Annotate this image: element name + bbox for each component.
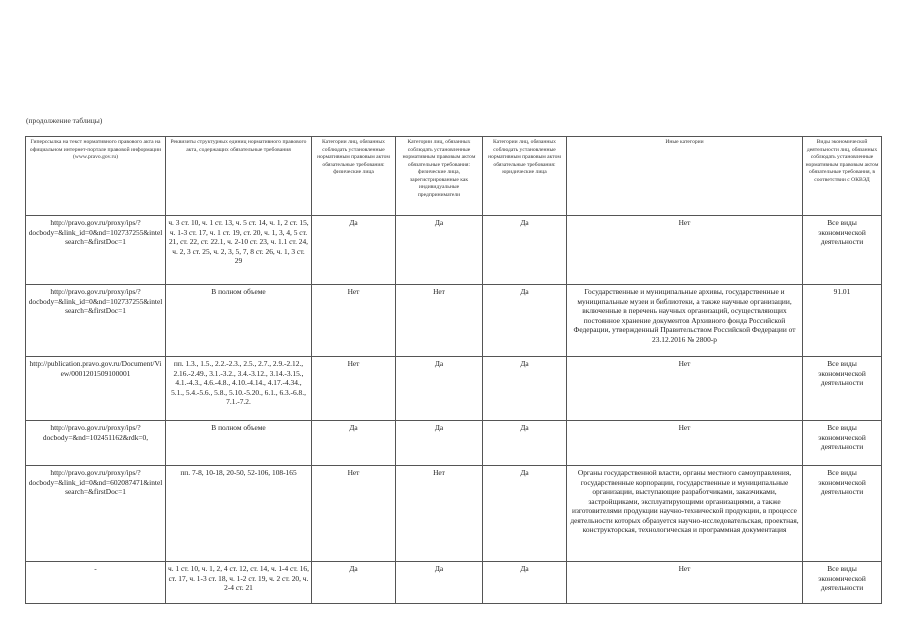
table-row: [26, 466, 882, 562]
link-cell[interactable]: http://pravo.gov.ru/proxy/ips/?docbody=&nd=102451162&rdk=0,: [26, 421, 166, 466]
phys-cell: Да: [312, 421, 396, 466]
other-cell: Нет: [567, 216, 803, 285]
ip-cell: Да: [396, 421, 483, 466]
column-header-phys: Категории лиц, обязанных соблюдать установленные нормативным правовым актом обязательные требования: физические лица: [312, 137, 396, 216]
column-header-okved: Виды экономической деятельности лиц, обязанных соблюдать установленные нормативным правовым актом обязательные требования, в соответствии с ОКВЭД: [803, 137, 882, 216]
table-row: [26, 216, 882, 285]
table-caption: (продолжение таблицы): [26, 116, 103, 125]
phys-cell: Да: [312, 562, 396, 604]
table-row: [26, 285, 882, 357]
link-cell[interactable]: http://publication.pravo.gov.ru/Document/View/0001201509100001: [26, 357, 166, 421]
phys-cell: Нет: [312, 466, 396, 562]
other-cell: Государственные и муниципальные архивы, государственные и муниципальные музеи и библиотеки, а также научные организации, включенные в перечень научных организаций, осуществляющих постоянное хранение документов Архивного фонда Российской Федерации, утвержденный Правительством Российской Федерации от 23.12.2016 № 2800-р: [567, 285, 803, 357]
table-row: [26, 421, 882, 466]
column-header-units: Реквизиты структурных единиц нормативного правового акта, содержащих обязательные требования: [166, 137, 312, 216]
phys-cell: Да: [312, 216, 396, 285]
okved-cell: 91.01: [803, 285, 882, 357]
okved-cell: Все виды экономической деятельности: [803, 216, 882, 285]
ip-cell: Нет: [396, 285, 483, 357]
link-cell[interactable]: http://pravo.gov.ru/proxy/ips/?docbody=&link_id=0&nd=102737255&intelsearch=&firstDoc=1: [26, 285, 166, 357]
requirements-table: [25, 136, 882, 604]
other-cell: Органы государственной власти, органы местного самоуправления, государственные корпорации, государственные и муниципальные организации, выступающие разработчиками, заказчиками, застройщиками, эксплуатирующими организациями, а также изготовителями продукции научно-технической продукции, в процессе деятельности которых образуется научно-исследовательская, проектная, конструкторская, технологическая и программная документация: [567, 466, 803, 562]
ip-cell: Нет: [396, 466, 483, 562]
column-header-legal: Категории лиц, обязанных соблюдать установленные нормативным правовым актом обязательные требования: юридические лица: [483, 137, 567, 216]
legal-cell: Да: [483, 421, 567, 466]
ip-cell: Да: [396, 216, 483, 285]
phys-cell: Нет: [312, 357, 396, 421]
okved-cell: Все виды экономической деятельности: [803, 421, 882, 466]
other-cell: Нет: [567, 421, 803, 466]
column-header-ip: Категории лиц, обязанных соблюдать установленные нормативным правовым актом обязательные требования: физические лица, зарегистрированные как индивидуальные предприниматели: [396, 137, 483, 216]
table-header-row: [26, 137, 882, 216]
ip-cell: Да: [396, 357, 483, 421]
legal-cell: Да: [483, 562, 567, 604]
table-row: [26, 357, 882, 421]
units-cell: пп. 7-8, 10-18, 20-50, 52-106, 108-165: [166, 466, 312, 562]
okved-cell: Все виды экономической деятельности: [803, 562, 882, 604]
units-cell: ч. 1 ст. 10, ч. 1, 2, 4 ст. 12, ст. 14, ч. 1-4 ст. 16, ст. 17, ч. 1-3 ст. 18, ч. 1-2 ст. 19, ч. 2 ст. 20, ч. 2-4 ст. 21: [166, 562, 312, 604]
link-cell[interactable]: http://pravo.gov.ru/proxy/ips/?docbody=&link_id=0&nd=102737255&intelsearch=&firstDoc=1: [26, 216, 166, 285]
okved-cell: Все виды экономической деятельности: [803, 357, 882, 421]
units-cell: ч. 3 ст. 10, ч. 1 ст. 13, ч. 5 ст. 14, ч. 1, 2 ст. 15, ч. 1-3 ст. 17, ч. 1 ст. 19, ст. 20, ч. 1, 3, 4, 5 ст. 21, ст. 22, ст. 22.1, ч. 2-10 ст. 23, ч. 1.1 ст. 24, ч. 2, 3 ст. 25, ч. 2, 3, 5, 7, 8 ст. 26, ч. 1, 3 ст. 29: [166, 216, 312, 285]
link-cell[interactable]: -: [26, 562, 166, 604]
okved-cell: Все виды экономической деятельности: [803, 466, 882, 562]
legal-cell: Да: [483, 216, 567, 285]
other-cell: Нет: [567, 357, 803, 421]
other-cell: Нет: [567, 562, 803, 604]
link-cell[interactable]: http://pravo.gov.ru/proxy/ips/?docbody=&link_id=0&nd=602087471&intelsearch=&firstDoc=1: [26, 466, 166, 562]
units-cell: пп. 1.3., 1.5., 2.2.-2.3., 2.5., 2.7., 2.9.-2.12., 2.16.-2.49., 3.1.-3.2., 3.4.-3.12., 3.14.-3.15., 4.1.-4.3., 4.6.-4.8., 4.10.-4.14., 4.17.-4.34., 5.1., 5.4.-5.6., 5.8., 5.10.-5.20., 6.1., 6.3.-6.8., 7.1.-7.2.: [166, 357, 312, 421]
table-row: [26, 562, 882, 604]
legal-cell: Да: [483, 357, 567, 421]
units-cell: В полном объеме: [166, 421, 312, 466]
ip-cell: Да: [396, 562, 483, 604]
legal-cell: Да: [483, 285, 567, 357]
phys-cell: Нет: [312, 285, 396, 357]
column-header-link: Гиперссылка на текст нормативного правового акта на официальном интернет-портале правовой информации (www.pravo.gov.ru): [26, 137, 166, 216]
column-header-other: Иные категории: [567, 137, 803, 216]
units-cell: В полном объеме: [166, 285, 312, 357]
legal-cell: Да: [483, 466, 567, 562]
